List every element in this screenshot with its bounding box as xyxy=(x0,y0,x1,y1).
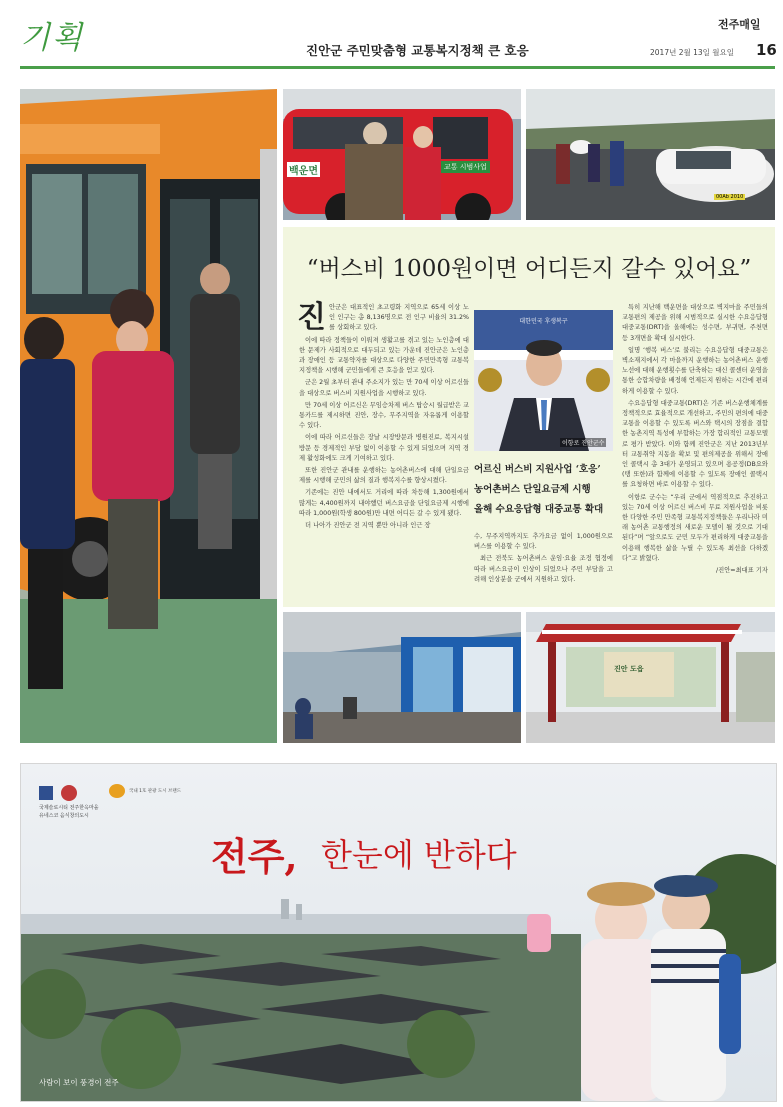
page-headline: 진안군 주민맞춤형 교통복지정책 큰 호응 xyxy=(306,43,529,58)
paragraph: 특히 지난해 백운면을 대상으로 벽지마을 주민들의 교통편의 제공을 위해 시범적으로 실시한 수요응답형 대중교통(DRT)을 올해에는 성수면, 부귀면, 주천면 등 3개면을 확대 실시한다. xyxy=(622,304,768,342)
paragraph: 수요응답형 대중교통(DRT)은 기존 버스운행체계를 정책적으로 효율적으로 개선하고, 주민의 편의에 대중교통을 이용할 수 있도록 버스와 택시의 장점을 결합한 농촌지역 특성에 부합하는 가장 합리적인 교통모델로 평가 받았다. 이와 함께 진안군은 지난 2013년부터 교통취약 지동을 확보 및 편의제공을 위해서 장애인 콜택시 총 3대가 운영되고 있으며 용공정(DB요와 (탱 또한)과 함께에 이용할 수 있도록 장애인 콜택시를 요청하면 바로 이용할 수 있다. xyxy=(622,399,768,489)
paragraph: 수, 무주지역까지도 추가요금 없이 1,000원으로 버스를 이용할 수 있다. xyxy=(474,533,613,551)
paragraph: 기존에는 진안 내에서도 거리에 따라 차등해 1,300원에서 많게는 4,400원까지 내야했던 버스요금을 단일요금제 시행에 따라 1,000원(학생 800원)만 내면 어디든 갈 수 있게 됐다. xyxy=(299,489,469,517)
badge-line-1: 국제슬로시티 전주한옥마을 xyxy=(39,805,99,811)
portrait-backdrop-text: 대한민국 후생복구 xyxy=(519,318,568,325)
brand-badge xyxy=(109,784,125,798)
bus-terminal-photo xyxy=(283,612,521,743)
brand-badge-text: 국내 1호 관광 도시 브랜드 xyxy=(129,789,182,794)
unesco-logo xyxy=(39,786,53,800)
red-van-photo xyxy=(283,89,521,220)
van-sign-name: 백운면 xyxy=(287,162,320,177)
section-label: 기획 xyxy=(20,20,84,56)
paragraph: 군은 2월 초부터 관내 주소지가 있는 만 70세 이상 어르신들을 대상으로 버스비 지원사업을 시행하고 있다. xyxy=(299,379,469,397)
paragraph: 일명 ‘행복 버스’로 불리는 수요응답형 대중교통은 벽소재지에서 각 마을까지 운행하는 농어촌버스 운행노선에 대해 운행횟수를 단축하는 대신 콜센터 운영을 통한 승합차량을 배정해 언제든지 원하는 시간에 편리하게 이용할 수 있다. xyxy=(622,346,768,395)
bus-shelter-photo xyxy=(526,612,775,743)
page-number: 16 xyxy=(756,41,777,59)
advertisement xyxy=(20,763,777,1102)
ad-caption: 사람이 보이 풍경이 전주 xyxy=(39,1078,119,1087)
ad-headline-city: 전주, xyxy=(211,834,298,879)
taxi-photo xyxy=(526,89,775,220)
paragraph: 더 나아가 진안군 전 지역 뿐만 아니라 인근 장 xyxy=(305,522,431,530)
governor-portrait xyxy=(474,310,613,451)
article-column-2 xyxy=(474,532,613,587)
header-rule xyxy=(20,66,775,69)
masthead: 전주매일 xyxy=(718,18,761,31)
paragraph: 최근 전북도 농어촌버스 운임·요율 조정 협정에 따라 버스요금이 인상이 되었으나 주민 부담을 고려해 인상분을 군에서 지원하고 있다. xyxy=(474,555,613,583)
paragraph: 안군은 대표적인 초고령화 지역으로 65세 이상 노인 인구는 총 8,136명으로 전 인구 비율의 31.2%를 상회하고 있다. xyxy=(329,304,469,332)
slowcity-logo xyxy=(61,785,77,801)
article-column-3 xyxy=(622,303,768,578)
byline: /진안=최대표 기자 xyxy=(716,567,768,575)
paragraph: 이에 따라 어르신들은 장날 시장방문과 병원진료, 복지시설 방문 등 경제적인 부담 없이 이용할 수 있게 되었으며 지역 경제 활성화에도 크게 기여하고 있다. xyxy=(299,434,469,462)
paragraph: 또한 진안군 관내를 운행하는 농어촌버스에 대해 단일요금제를 시행해 군민의 삶의 질과 행복지수를 향상시켰다. xyxy=(299,467,469,485)
portrait-caption: 이항로 진안군수 xyxy=(562,440,605,447)
taxi-plate: 00Ab 2010 xyxy=(716,194,744,200)
paragraph: 이에 따라 정책들이 이뤄져 생활고를 겪고 있는 노인층에 대한 문제가 사회적으로 대두되고 있는 가운데 진안군은 노인층과 장애인 등 교통약자를 대상으로 다양한 주민만족형 교통복지정책을 시행해 군민들에게 큰 호응을 얻고 있다. xyxy=(299,336,469,375)
article-column-1 xyxy=(297,300,469,533)
subhead-1: 어르신 버스비 지원사업 ‘호응’ xyxy=(474,464,601,475)
drop-cap: 진 xyxy=(297,300,326,335)
ad-headline-slogan: 한눈에 반하다 xyxy=(321,836,517,874)
article-title: “버스비 1000원이면 어디든지 갈수 있어요” xyxy=(306,256,752,282)
subhead-2: 농어촌버스 단일요금제 시행 xyxy=(474,484,591,495)
issue-date: 2017년 2월 13일 월요일 xyxy=(650,48,735,57)
badge-line-2: 유네스코 음식창의도시 xyxy=(39,813,89,819)
subhead-3: 올해 수요응답형 대중교통 확대 xyxy=(474,504,604,515)
paragraph: 만 70세 이상 어르신은 무임승차제 버스 탑승시 월급받은 교통카드를 제시하면 진안, 장수, 무주지역을 자유롭게 이용할 수 있다. xyxy=(299,401,469,430)
shelter-sign: 진안 도읍 xyxy=(614,665,644,673)
van-sign-tag: 교통 시범사업 xyxy=(441,161,490,173)
paragraph: 이항로 군수는 “우리 군에서 역점적으로 추진하고 있는 70세 이상 어르신 버스비 무료 지원사업을 비롯한 다양한 주민 만족형 교통복지정책들은 우리나라 미래 농어촌 교통행정의 새로운 모델이 될 것으로 기대된다”며 “앞으로도 군민 모두가 편리하게 대중교통을 이용해 행복한 삶을 누릴 수 있도록 최선을 다하겠다”고 밝혔다. xyxy=(622,493,768,562)
bus-boarding-photo xyxy=(20,89,277,743)
